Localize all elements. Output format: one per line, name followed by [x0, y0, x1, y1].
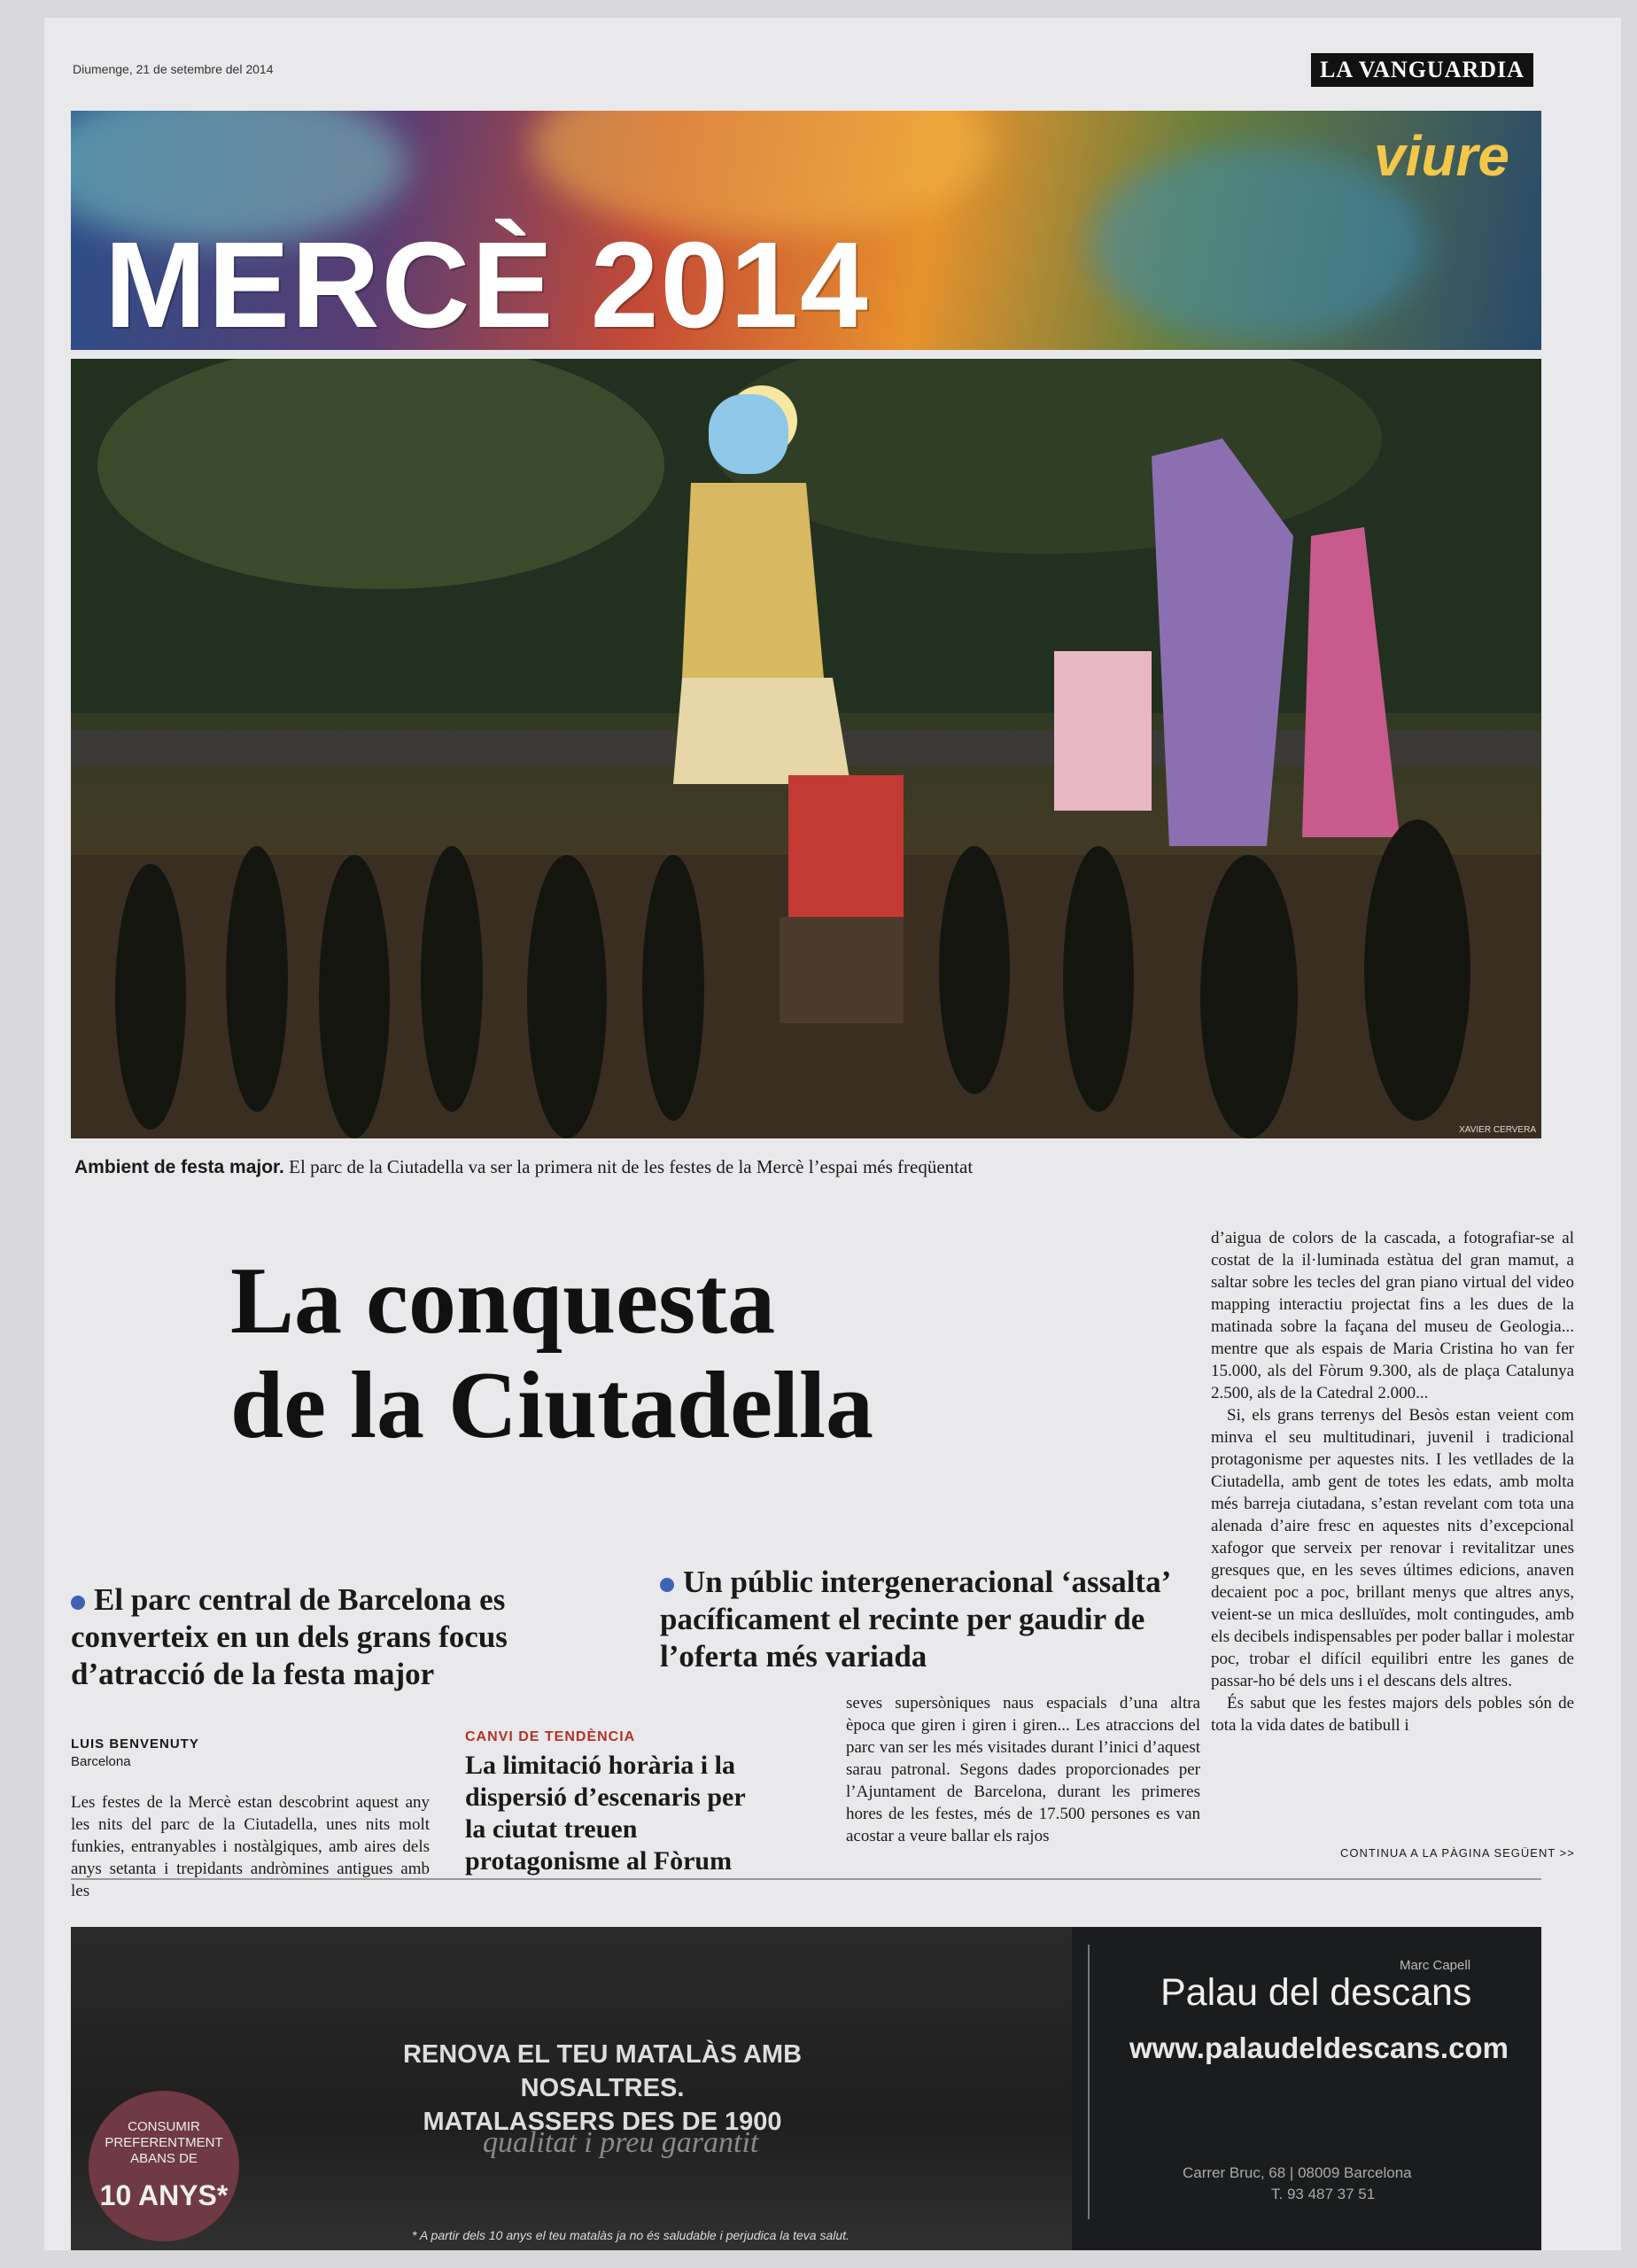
bullet-icon: [71, 1596, 85, 1610]
badge-years: 10 ANYS*: [99, 2179, 229, 2211]
ad-tagline: qualitat i preu garantit: [483, 2126, 759, 2159]
photo-credit: XAVIER CERVERA: [1459, 1125, 1536, 1135]
lead-photo: [71, 359, 1541, 1138]
body-column-3: seves supersòniques naus espacials d’una altra època que giren i giren i giren... Les atraccions del parc van ser les més visitades durant l’inici d’aquest sarau patronal. Segons dades proporcionades per l’Ajuntament de Barcelona, durant les primeres hores de les festes, més de 17.500 persones es van acostar a veure ballar els rajos: [846, 1694, 1200, 1845]
sidebar-kicker: CANVI DE TENDÈNCIA: [465, 1729, 636, 1744]
section-banner: [71, 111, 1541, 350]
ad-brand: Palau del descans: [1160, 1971, 1472, 2014]
deck-text: El parc central de Barcelona es converteix en un dels grans focus d’atracció de la festa major: [71, 1582, 508, 1691]
ad-headline-line: MATALASSERS DES DE 1900: [423, 2108, 782, 2136]
headline-line: de la Ciutadella: [230, 1353, 874, 1458]
caption-lead: Ambient de festa major.: [74, 1157, 284, 1177]
headline-line: La conquesta: [230, 1248, 776, 1354]
continue-link[interactable]: CONTINUA A LA PÀGINA SEGÜENT >>: [1340, 1846, 1575, 1860]
ad-headline-line: RENOVA EL TEU MATALÀS AMB NOSALTRES.: [402, 2040, 803, 2102]
ad-address: Carrer Bruc, 68 | 08009 Barcelona: [1183, 2164, 1412, 2181]
paragraph: És sabut que les festes majors dels pobles són de tota la vida dates de batibull i: [1211, 1694, 1574, 1735]
body-column-1: Les festes de la Mercè estan descobrint aquest any les nits del parc de la Ciutadella, unes nits molt funkies, entranyables i nostàlgiques, amb aires dels anys setanta i trepidants andròmines antigues amb les: [71, 1793, 430, 1900]
author-byline: LUIS BENVENUTY: [71, 1736, 199, 1751]
article-headline: [230, 1249, 1169, 1458]
ad-divider: [1088, 1945, 1090, 2219]
banner-title: MERCÈ 2014: [105, 217, 870, 350]
divider: [71, 1878, 1541, 1880]
sidebar-subhead: La limitació horària i la dispersió d’escenaris per la ciutat treuen protagonisme al Fòrum: [465, 1751, 746, 1876]
ad-website-link[interactable]: www.palaudeldescans.com: [1129, 2031, 1509, 2064]
badge-text: CONSUMIR PREFERENTMENT ABANS DE: [105, 2119, 223, 2166]
advertisement[interactable]: [71, 1927, 1541, 2250]
deck-1: [71, 1581, 629, 1693]
deck-2: [660, 1564, 1227, 1675]
ad-phone: T. 93 487 37 51: [1271, 2186, 1376, 2202]
section-label: viure: [1374, 124, 1509, 188]
ad-footnote: * A partir dels 10 anys el teu matalàs ja no és saludable i perjudica la teva salut.: [412, 2228, 850, 2242]
deck-text: Un públic intergeneracional ‘assalta’ pacíficament el recinte per gaudir de l’oferta més variada: [660, 1565, 1169, 1674]
photo-caption: [74, 1156, 973, 1178]
photo-illustration: [71, 359, 1541, 1138]
masthead-logo: LA VANGUARDIA: [1311, 53, 1533, 87]
ad-brand-owner: Marc Capell: [1400, 1958, 1471, 1973]
caption-text: El parc de la Ciutadella va ser la primera nit de les festes de la Mercè l’espai més freqüentat: [283, 1156, 974, 1177]
paragraph: d’aigua de colors de la cascada, a fotografiar-se al costat de la il·luminada estàtua del gran mamut, a saltar sobre les tecles del gran piano virtual del video mapping interactiu projectat fins a les dues de la matinada sobre la façana del museu de Geologia... mentre que als espais de Maria Cristina ho van fer 15.000, als del Fòrum 9.300, als de plaça Catalunya 2.500, als de la Catedral 2.000...: [1211, 1229, 1574, 1402]
ad-headline: [337, 2038, 868, 2139]
dateline: Barcelona: [71, 1754, 131, 1769]
newspaper-page: [44, 18, 1621, 2250]
body-column-4: [1211, 1227, 1574, 1736]
bullet-icon: [660, 1578, 674, 1592]
ad-badge: [89, 2091, 239, 2241]
paragraph: Si, els grans terrenys del Besòs estan veient com minva el seu multitudinari, juvenil i tradicional protagonisme per aquestes nits. I les vetllades de la Ciutadella, amb gent de totes les edats, amb molta més barreja ciutadana, s’estan revelant com tota una alenada d’aire fresc en aquestes nits d’excepcional xafogor que serveix per renovar i revitalitzar unes gresques que, en les seves últimes edicions, anaven decaient poc a poc, brillant menys que altres anys, veient-se un mica deslluïdes, molt contingudes, amb els decibels indispensables per poder ballar i molestar poc, trobar el difícil equilibri entre les ganes de passar-ho bé dels uns i el descans dels altres.: [1211, 1406, 1574, 1690]
issue-date: Diumenge, 21 de setembre del 2014: [73, 62, 274, 76]
